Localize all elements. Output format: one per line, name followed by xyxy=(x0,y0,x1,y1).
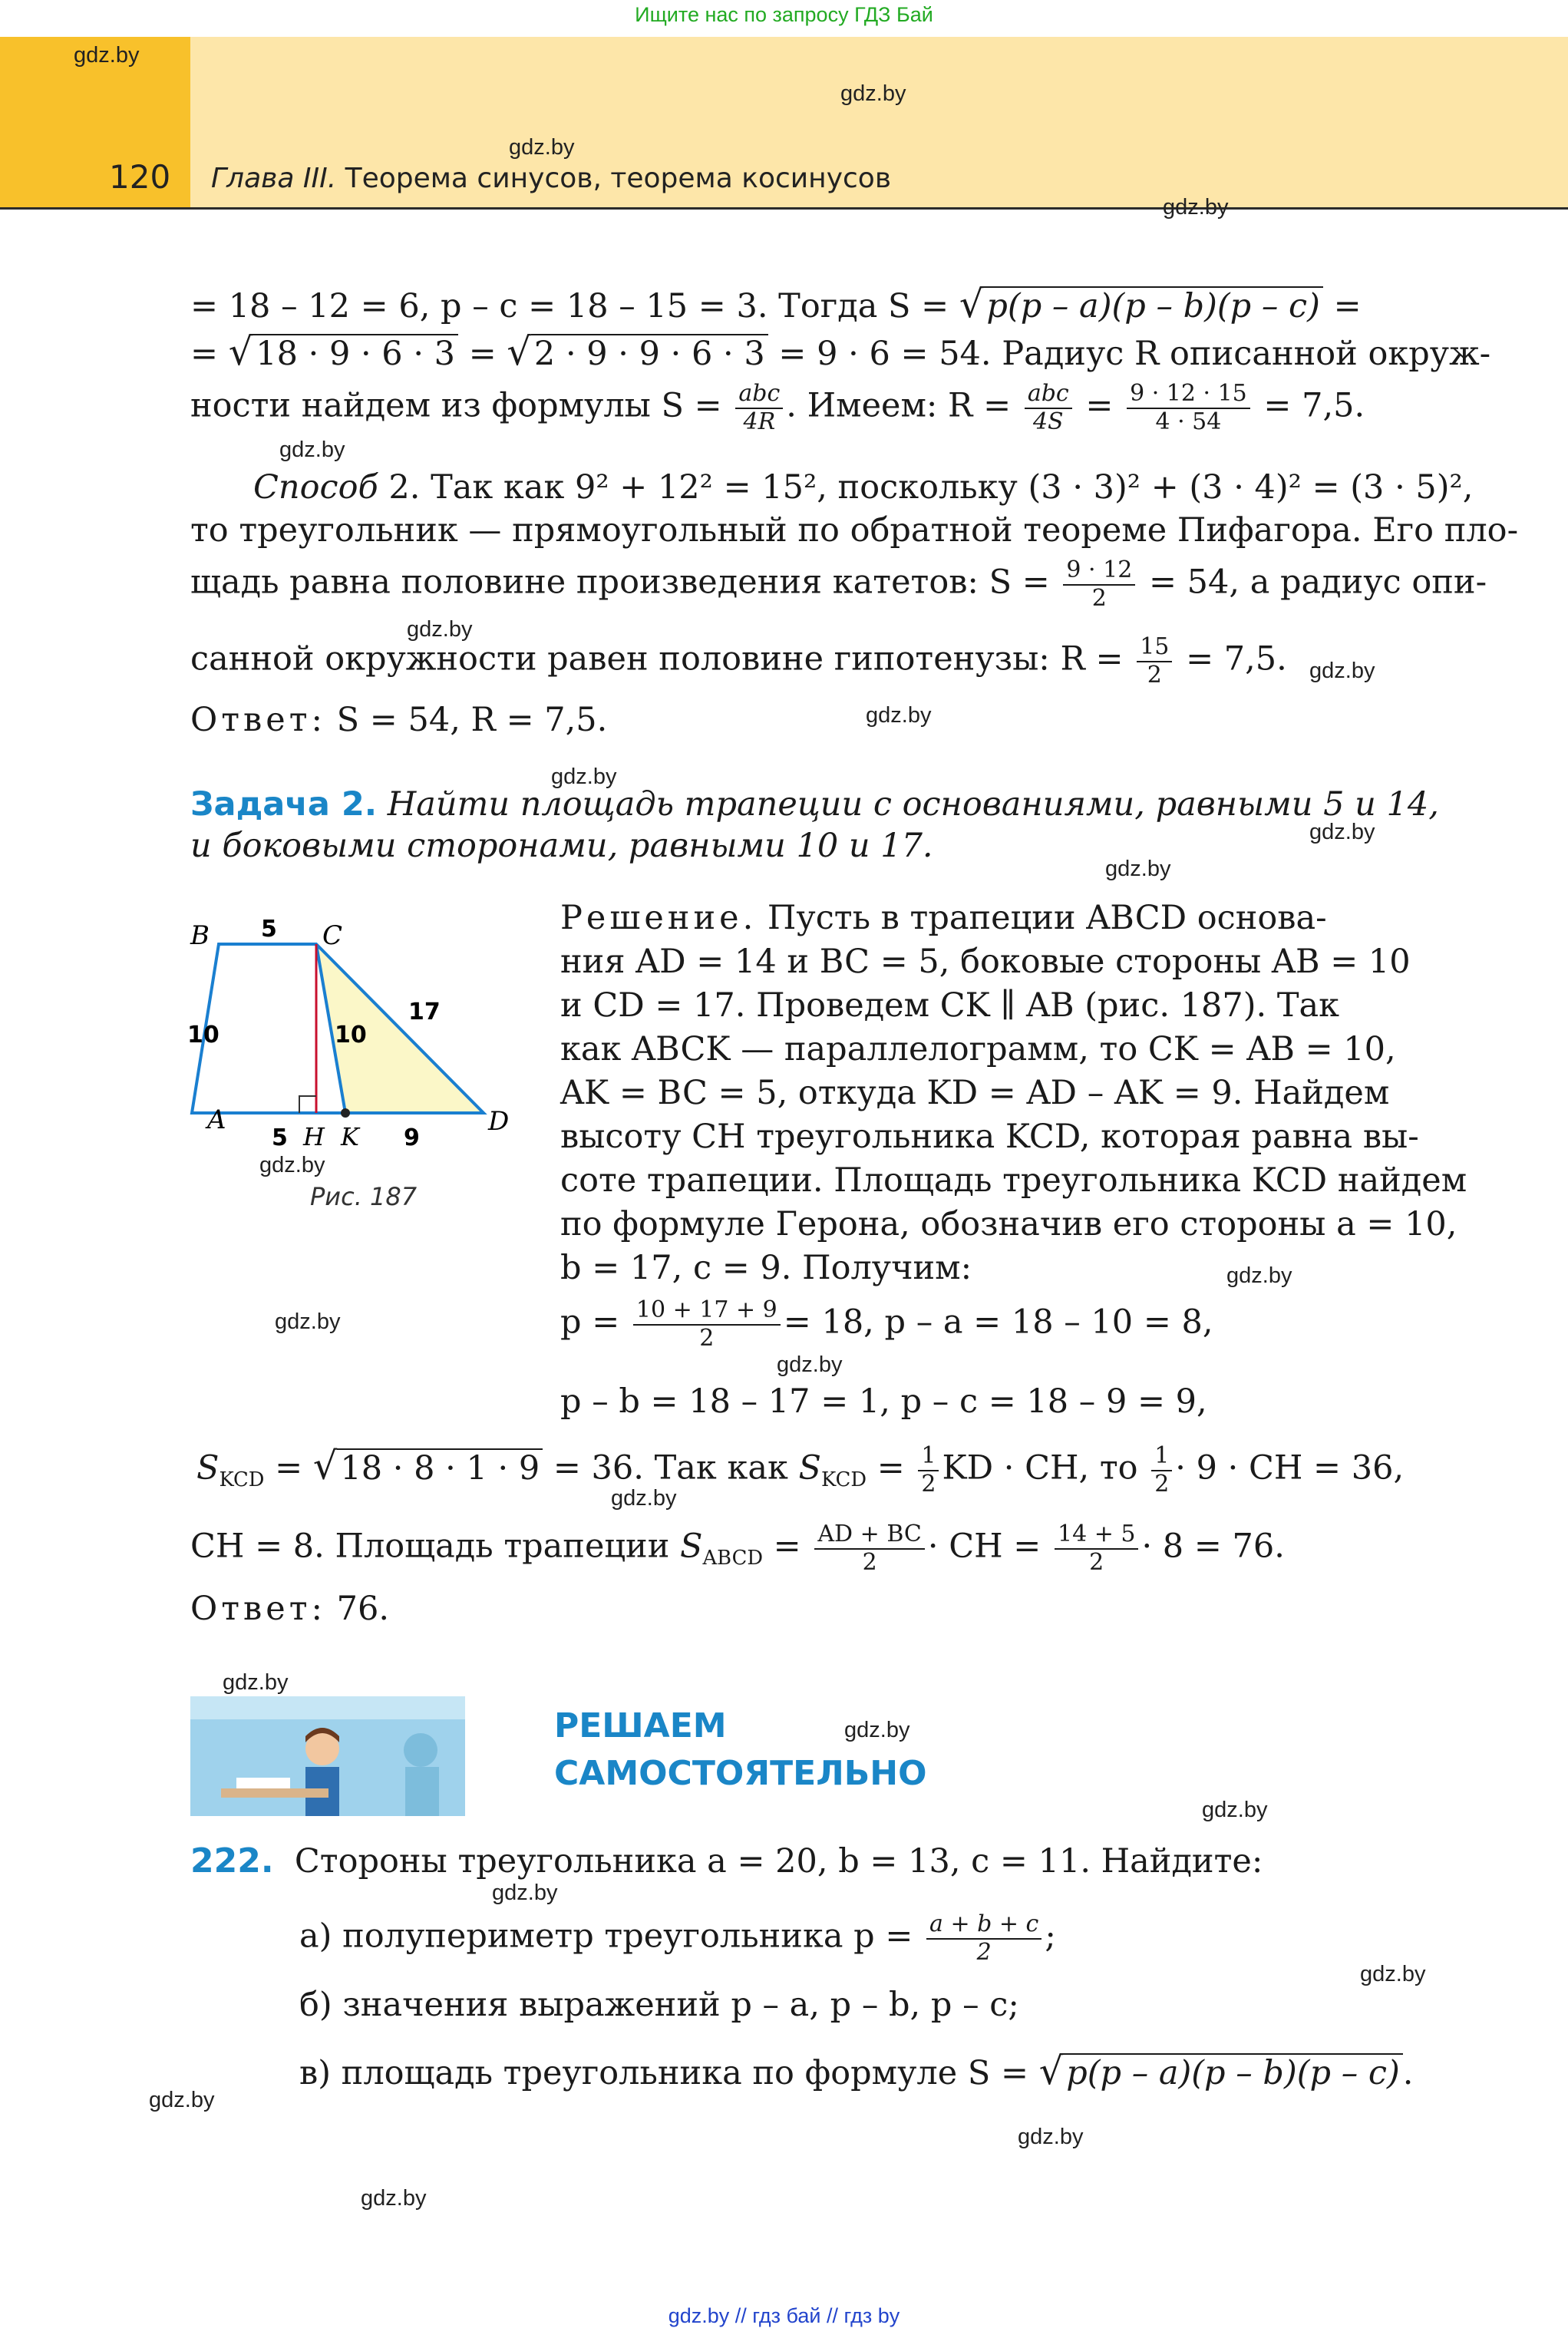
task2-text-line2: и боковыми сторонами, равными 10 и 17. xyxy=(190,827,933,865)
task2-solution-line-1: Решение. Пусть в трапеции ABCD основа- xyxy=(560,899,1327,937)
point-k xyxy=(341,1108,350,1118)
watermark: gdz.by xyxy=(407,617,473,642)
watermark: gdz.by xyxy=(777,1352,843,1377)
watermark: gdz.by xyxy=(1202,1798,1268,1822)
watermark: gdz.by xyxy=(844,1718,910,1742)
right-angle-mark xyxy=(299,1096,316,1113)
watermark: gdz.by xyxy=(1360,1962,1426,1986)
label-kd-length: 9 xyxy=(404,1124,420,1151)
watermark: gdz.by xyxy=(74,43,140,68)
solution-line-1: = 18 – 12 = 6, p – c = 18 – 15 = 3. Тогда S = √p(p – a)(p – b)(p – c) = xyxy=(190,282,1362,326)
solution-line-5: то треугольник — прямоугольный по обратной теореме Пифагора. Его пло- xyxy=(190,511,1519,550)
watermark: gdz.by xyxy=(1163,195,1229,220)
differences-line: p – b = 18 – 17 = 1, p – c = 18 – 9 = 9, xyxy=(560,1382,1207,1421)
label-b: B xyxy=(190,920,210,951)
label-k: K xyxy=(341,1122,359,1151)
label-a: A xyxy=(207,1105,226,1135)
chapter-title: Глава III. Теорема синусов, теорема косинусов xyxy=(211,163,892,194)
watermark: gdz.by xyxy=(611,1486,677,1511)
answer-2: Ответ: 76. xyxy=(190,1590,390,1628)
watermark: gdz.by xyxy=(866,703,932,728)
label-bc-length: 5 xyxy=(261,916,277,943)
label-d: D xyxy=(488,1106,510,1137)
solution-line-7: санной окружности равен половине гипотенузы: R = $\frac{15}{2}$ = 7,5. xyxy=(190,633,1287,689)
trapezoid-area-line: CH = 8. Площадь трапеции $S_{ABCD}$ = $\frac{AD + BC}{2}$ · CH = $\frac{14 + 5}{2}$ · 8 = 76. xyxy=(190,1521,1285,1576)
label-ah-length: 5 xyxy=(272,1124,288,1151)
task2-solution-line-4: как ABCK — параллелограмм, то CK = AB = 10, xyxy=(560,1030,1396,1068)
problem-222-c: в) площадь треугольника по формуле S = √p(p – a)(p – b)(p – c). xyxy=(299,2049,1414,2093)
label-h: H xyxy=(303,1122,325,1151)
watermark: gdz.by xyxy=(1226,1263,1292,1288)
task2-solution-line-7: соте трапеции. Площадь треугольника KCD найдем xyxy=(560,1161,1467,1200)
watermark: gdz.by xyxy=(1309,659,1375,683)
task2-solution-line-6: высоту CH треугольника KCD, которая равна вы- xyxy=(560,1118,1419,1156)
task2-solution-line-9: b = 17, c = 9. Получим: xyxy=(560,1249,972,1287)
watermark: gdz.by xyxy=(1309,820,1375,844)
page-number: 120 xyxy=(109,158,171,196)
solution-line-6: щадь равна половине произведения катетов: S = $\frac{9 \cdot 12}{2}$ = 54, а радиус опи- xyxy=(190,556,1487,612)
task2-solution-line-2: ния AD = 14 и BC = 5, боковые стороны AB = 10 xyxy=(560,943,1411,981)
task2-heading: Задача 2. Найти площадь трапеции с основаниями, равными 5 и 14, xyxy=(190,785,1439,824)
watermark: gdz.by xyxy=(223,1670,289,1695)
problem-222-a: а) полупериметр треугольника p = $\frac{a + b + c}{2}$ ; xyxy=(299,1910,1056,1966)
figure-187-trapezoid xyxy=(184,906,522,1197)
label-cd-length: 17 xyxy=(408,999,441,1025)
watermark: gdz.by xyxy=(149,2088,215,2112)
student-illustration xyxy=(190,1696,465,1816)
header-divider xyxy=(0,207,1568,210)
top-search-link[interactable]: Ищите нас по запросу ГДЗ Бай xyxy=(635,3,933,26)
semiperimeter-formula: p = $\frac{10 + 17 + 9}{2}$ = 18, p – a = 18 – 10 = 8, xyxy=(560,1296,1213,1352)
solution-line-2: = √18 · 9 · 6 · 3 = √2 · 9 · 9 · 6 · 3 = 9 · 6 = 54. Радиус R описанной окруж- xyxy=(190,329,1491,374)
task2-solution-line-8: по формуле Герона, обозначив его стороны a = 10, xyxy=(560,1205,1457,1243)
label-c: C xyxy=(322,920,343,951)
label-ab-length: 10 xyxy=(187,1022,220,1048)
heron-area-line: $S_{KCD} = √18 \cdot 8 \cdot 1 \cdot 9 = 36$. Так как $S_{KCD}$ = $\frac{1}{2}$ KD · CH, то $\frac{1}{2}$ · 9 · CH = 36, xyxy=(196,1442,1405,1498)
answer-1: Ответ: S = 54, R = 7,5. xyxy=(190,701,608,739)
watermark: gdz.by xyxy=(275,1309,341,1334)
method2-line: Способ 2. Так как 9² + 12² = 15², поскольку (3 · 3)² + (3 · 4)² = (3 · 5)², xyxy=(253,468,1474,507)
watermark: gdz.by xyxy=(509,135,575,160)
watermark: gdz.by xyxy=(551,764,617,789)
solution-line-3: ности найдем из формулы S = $\frac{\text{abc}}{4R}$ . Имеем: R = $\frac{\text{abc}}{4S}$ = $\frac{9 \cdot 12 \cdot 15}{4 \cdot 54}$ = 7,5. xyxy=(190,380,1365,435)
watermark: gdz.by xyxy=(840,81,906,106)
label-ck-length: 10 xyxy=(335,1022,367,1048)
bottom-links[interactable]: gdz.by // гдз бай // гдз by xyxy=(668,2304,900,2327)
watermark: gdz.by xyxy=(279,438,345,462)
watermark: gdz.by xyxy=(1105,857,1171,881)
figure-caption: Рис. 187 xyxy=(310,1182,418,1211)
problem-222: 222. Стороны треугольника a = 20, b = 13, c = 11. Найдите: xyxy=(190,1841,1263,1881)
watermark: gdz.by xyxy=(492,1881,558,1905)
section-title: РЕШАЕМ САМОСТОЯТЕЛЬНО xyxy=(554,1706,927,1793)
watermark: gdz.by xyxy=(259,1153,325,1177)
task2-solution-line-3: и CD = 17. Проведем CK ∥ AB (рис. 187). Так xyxy=(560,986,1340,1025)
task2-solution-line-5: AK = BC = 5, откуда KD = AD – AK = 9. Найдем xyxy=(560,1074,1390,1112)
watermark: gdz.by xyxy=(361,2186,427,2211)
problem-222-b: б) значения выражений p – a, p – b, p – c; xyxy=(299,1986,1019,2024)
watermark: gdz.by xyxy=(1018,2125,1084,2149)
